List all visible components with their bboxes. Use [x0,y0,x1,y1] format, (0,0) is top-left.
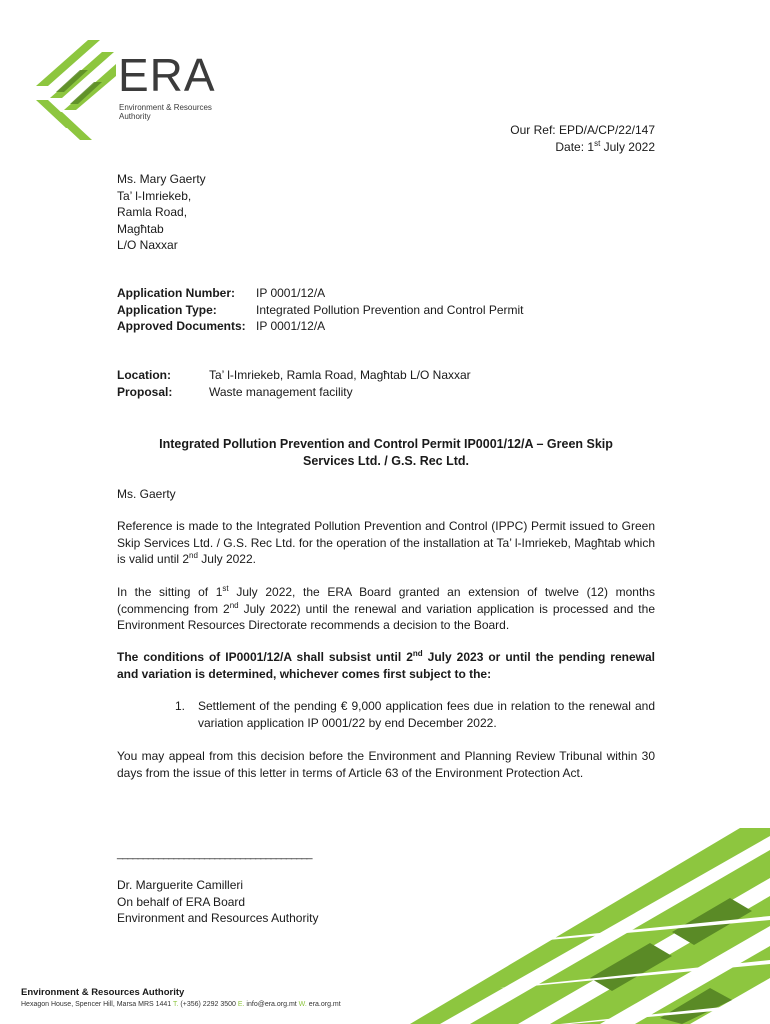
logo-subtitle-line1: Environment & Resources [119,103,212,112]
proposal-row [117,384,471,401]
p3-sup: nd [412,649,423,658]
letter-subject [117,436,655,470]
letter-date [510,139,655,156]
p3-text-end: July 2023 or until the pending renewal and variation is determined, whichever comes first subject to the: [117,650,655,681]
p1-sup: nd [189,551,198,560]
address-line: Ramla Road, [117,205,188,219]
logo-wordmark: ERA [118,49,216,101]
field-value: IP 0001/12/A [256,319,326,333]
condition-list-item [175,698,655,731]
salutation: Ms. Gaerty [117,487,176,501]
field-value: IP 0001/12/A [256,286,326,300]
application-number-row [117,285,524,302]
logo-subtitle-line2: Authority [119,112,151,121]
application-details [117,285,524,335]
address-line: L/O Naxxar [117,238,178,252]
p2-text-mid: July 2022, the ERA Board granted an extension of twelve (12) months (commencing from 2 [117,585,655,616]
signature-line: ______________________________________ [117,848,312,860]
date-suffix: July 2022 [600,139,655,154]
application-type-row [117,302,524,319]
p2-text-end: July 2022) until the renewal and variation application is processed and the Environment Resources Directorate recommends a decision to the Board. [117,601,655,632]
address-line: Ta’ l-Imriekeb, [117,188,192,203]
field-label: Location: [117,368,171,382]
field-value: Waste management facility [209,384,353,399]
footer-tel-label: T. [173,1001,179,1008]
p1-text: Reference is made to the Integrated Pollution Prevention and Control (IPPC) Permit issued to Green Skip Services Ltd. / G.S. Rec Ltd. for the operation of the installation at Ta’ l-Imriekeb, Magħtab which is valid until 2 [117,519,655,566]
recipient-address [117,171,206,254]
signatory-org: Environment and Resources Authority [117,911,319,925]
address-line: Ms. Mary Gaerty [117,172,206,186]
field-label: Approved Documents: [117,319,246,333]
field-value: Integrated Pollution Prevention and Control Permit [256,302,524,317]
field-value: Ta’ l-Imriekeb, Ramla Road, Magħtab L/O Naxxar [209,368,471,382]
address-line: Magħtab [117,221,164,236]
field-label: Application Number: [117,286,236,300]
footer-org-name: Environment & Resources Authority [21,987,185,998]
site-details [117,367,471,400]
footer-address: Hexagon House, Spencer Hill, Marsa MRS 1441 [21,1001,172,1008]
signatory-role: On behalf of ERA Board [117,894,246,909]
paragraph-reference [117,518,655,568]
decorative-stripes [410,828,770,1024]
approved-documents-row [117,318,524,335]
subject-line1: Integrated Pollution Prevention and Control Permit IP0001/12/A – Green Skip [159,437,613,451]
location-row [117,367,471,384]
footer-email-label: E. [237,1001,245,1008]
subject-line2: Services Ltd. / G.S. Rec Ltd. [302,454,470,468]
our-ref: Our Ref: EPD/A/CP/22/147 [510,123,655,137]
p1-text-end: July 2022. [197,552,256,566]
date-sup: st [594,138,601,148]
logo-subtitle [119,103,212,121]
condition-number: 1. [175,699,186,713]
date-prefix: Date: 1 [555,139,595,154]
p2-sup1: st [222,584,229,593]
p2-sup2: nd [229,600,239,610]
paragraph-appeal: You may appeal from this decision before the Environment and Planning Review Tribunal within 30 days from the issue of this letter in terms of Article 63 of the Environment Protection Act. [117,749,655,780]
footer-contact [21,999,341,1011]
footer [21,987,341,1011]
condition-text: Settlement of the pending € 9,000 application fees due in relation to the renewal and variation application IP 0001/22 by end December 2022. [198,699,655,730]
paragraph-extension [117,584,655,634]
footer-web[interactable]: era.org.mt [308,1001,341,1008]
footer-email[interactable]: info@era.org.mt [246,1001,297,1008]
signatory-name: Dr. Marguerite Camilleri [117,878,244,892]
footer-web-label: W. [298,1001,307,1008]
field-label: Proposal: [117,384,173,399]
paragraph-conditions [117,649,655,682]
footer-tel: (+356) 2292 3500 [180,1001,236,1008]
signature-block [117,877,318,927]
field-label: Application Type: [117,302,217,317]
p3-text: The conditions of IP0001/12/A shall subsist until 2 [117,650,413,664]
reference-block [510,122,655,155]
p2-text: In the sitting of 1 [117,585,223,599]
